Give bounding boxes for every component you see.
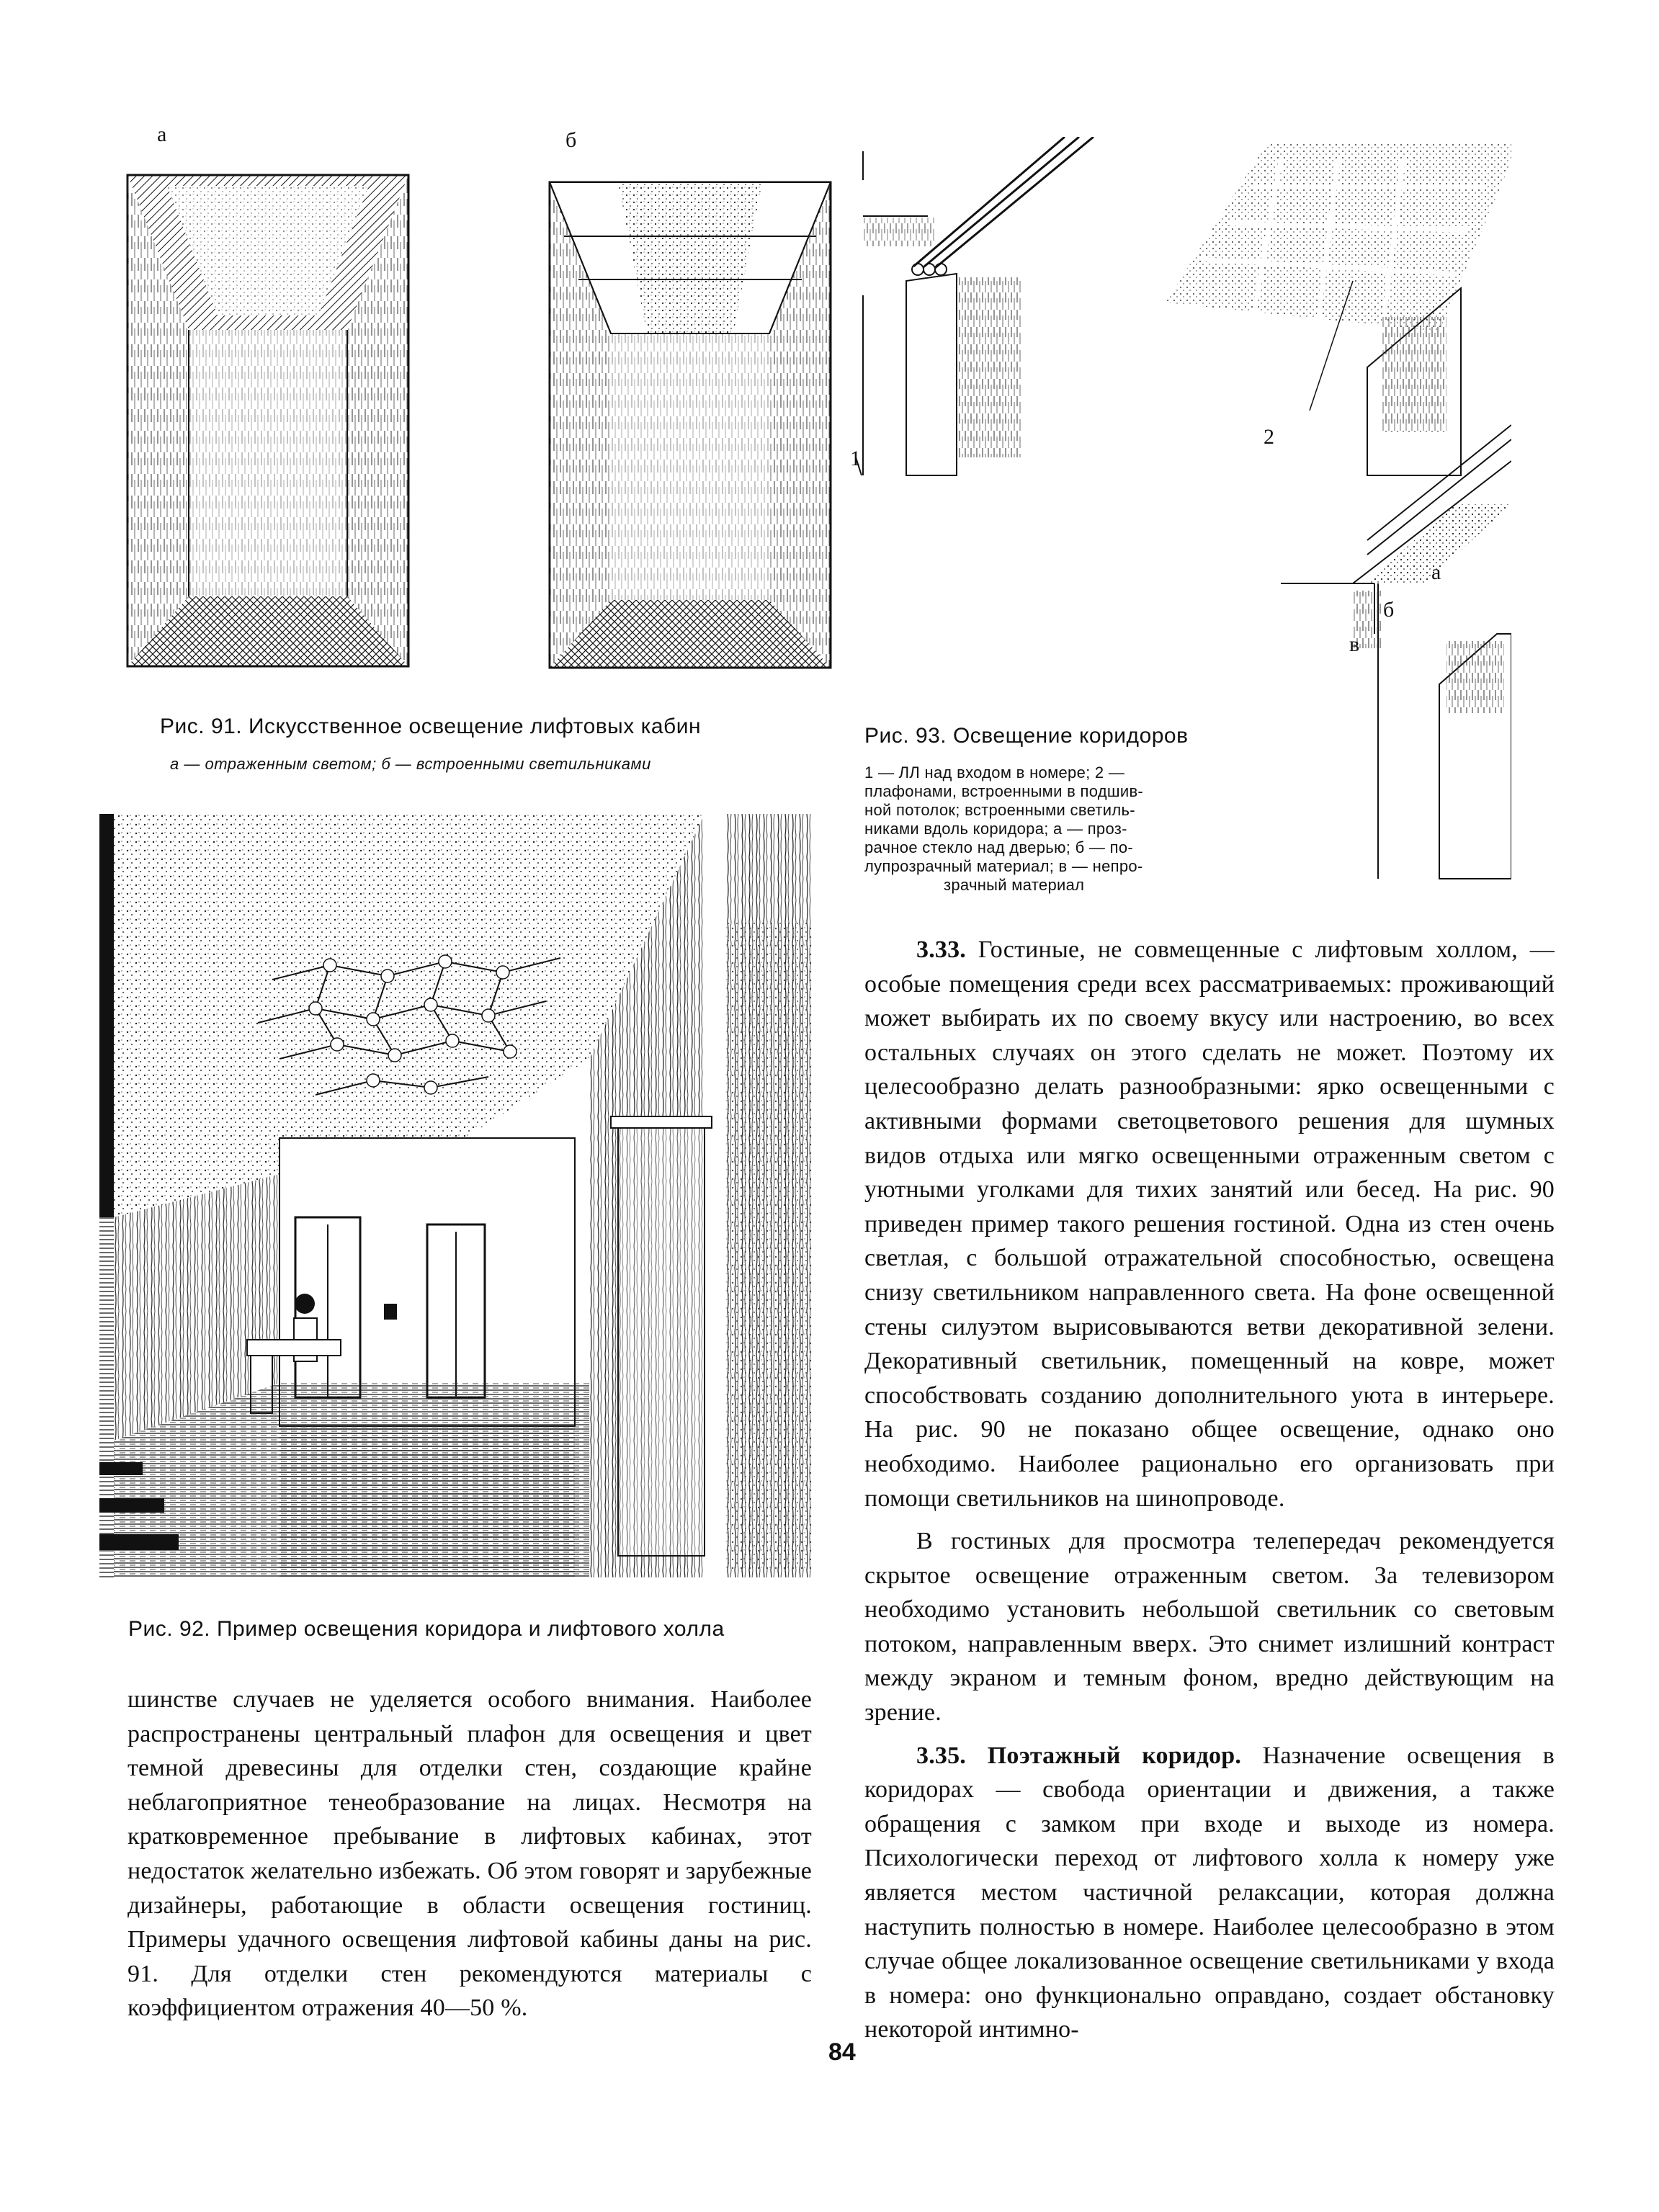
section-3-35-heading: Поэтажный коридор. (987, 1742, 1242, 1769)
section-3-35-text: Назначение освещения в коридорах — свобода ориентации и движения, а также обращения с замком при входе и выходе из номера. Психологически переход от лифтового холла к номеру уже является местом частичной релаксации, которая должна наступить полностью в номере. Наиболее целесообразно в этом случае общее локализованное освещение светильниками у входа в номера: оно функционально оправдано, создает обстановку некоторой интимно- (864, 1742, 1555, 2043)
page-number: 84 (828, 2038, 856, 2066)
left-column-paragraph (128, 1683, 812, 2025)
fig91a-elevator-cabin-reflected-light (124, 171, 412, 670)
section-3-33-number: 3.33. (916, 936, 966, 963)
fig93-caption-legend (864, 764, 1268, 895)
section-3-33-paragraph (864, 933, 1555, 1515)
fig93-label-2: 2 (1264, 425, 1274, 449)
fig93-label-1: 1 (850, 447, 861, 470)
tv-lounge-paragraph: В гостиных для просмотра телепередач рекомендуется скрытое освещение отраженным светом. За телевизором необходимо установить небольшой светильник со световым потоком, направленным вверх. Это снимет излишний контраст между экраном и темным фоном, вредно действующим на зрение. (864, 1528, 1555, 1727)
fig93-legend-line: 1 — ЛЛ над входом в номере; 2 — (864, 764, 1125, 782)
fig93-label-a: а (1431, 560, 1441, 584)
fig93-label-b: б (1383, 598, 1395, 622)
right-column-text (864, 933, 1555, 2047)
fig93-legend-line: плафонами, встроенными в подшив- (864, 782, 1144, 800)
fig91b-elevator-cabin-built-in-lights (546, 179, 834, 671)
fig93-legend-line: лупрозрачный материал; в — непро- (864, 857, 1143, 875)
fig92-caption: Рис. 92. Пример освещения коридора и лифтового холла (128, 1617, 725, 1641)
fig93-legend-line: ной потолок; встроенными светиль- (864, 801, 1135, 819)
section-3-33-text: Гостиные, не совмещенные с лифтовым холлом, — особые помещения среди всех рассматриваемых: проживающий может выбирать их по своему вкусу или настроению, во всех остальных случаях он этого сделать не может. Поэтому их целесообразно делать разнообразными: ярко освещенными с активными формами светоцветового решения для шумных видов отдыха или мягко освещенными отраженным светом с уютными уголками для тихих занятий или бесед. На рис. 90 приведен пример такого решения гостиной. Одна из стен очень светлая, с большой отражательной способностью, освещена снизу светильником направленного света. На фоне освещенной стены силуэтом вырисовываются ветви декоративной зелени. Декоративный светильник, помещенный на ковре, может способствовать созданию дополнительного уюта в интерьере. На рис. 90 не показано общее освещение, однако оно необходимо. Наиболее рационально его организовать при помощи светильников на шинопроводе. (864, 936, 1555, 1512)
section-3-35-paragraph (864, 1739, 1555, 2047)
fig91-label-a: а (157, 122, 167, 146)
fig93-caption-title: Рис. 93. Освещение коридоров (864, 724, 1189, 748)
fig93-legend-line: никами вдоль коридора; а — проз- (864, 820, 1127, 838)
fig91-label-b: б (565, 128, 577, 152)
left-paragraph-text: шинстве случаев не уделяется особого внимания. Наиболее распространены центральный плафон для освещения и цвет темной древесины для отделки стен, создающие крайне неблагоприятное тенеобразование на лицах. Несмотря на кратковременное пребывание в лифтовых кабинах, этот недостаток желательно избежать. Об этом говорят и зарубежные дизайнеры, работающие в области освещения гостиниц. Примеры удачного освещения лифтовой кабины даны на рис. 91. Для отделки стен рекомендуются материалы с коэффициентом отражения 40—50 %. (128, 1686, 812, 2022)
fig93-label-v: в (1349, 632, 1360, 656)
section-3-35-number: 3.35. (916, 1742, 966, 1769)
fig92-corridor-and-elevator-hall-illustration (99, 814, 813, 1577)
fig91-caption-subtitle: а — отраженным светом; б — встроенными светильниками (170, 755, 651, 773)
fig91-caption-title: Рис. 91. Искусственное освещение лифтовых кабин (160, 715, 702, 738)
fig93-legend-line: зрачный материал (944, 876, 1085, 894)
fig93-legend-line: рачное стекло над дверью; б — по- (864, 838, 1134, 856)
